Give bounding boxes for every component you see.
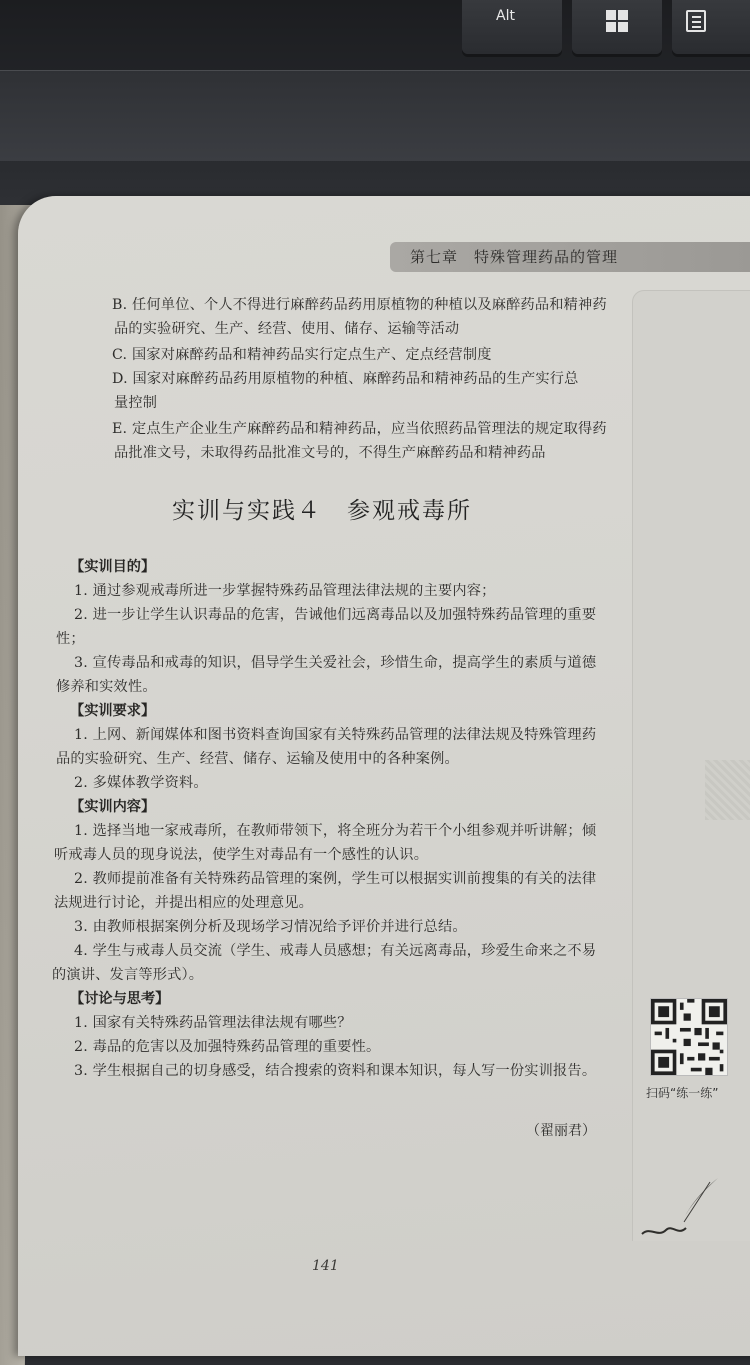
author-credit: （翟丽君）	[526, 1123, 596, 1139]
content-line: 听戒毒人员的现身说法，使学生对毒品有一个感性的认识。	[54, 847, 429, 863]
windows-icon	[606, 10, 628, 32]
qr-code[interactable]	[650, 998, 728, 1076]
content-line: 的演讲、发言等形式）。	[52, 967, 204, 983]
requirements-heading: 【实训要求】	[70, 703, 156, 719]
content-line: 3. 由教师根据案例分析及现场学习情况给予评价并进行总结。	[74, 919, 467, 935]
requirements-line: 品的实验研究、生产、经营、储存、运输及使用中的各种案例。	[56, 751, 459, 767]
keyboard	[0, 0, 750, 220]
option-d: D. 国家对麻醉药品药用原植物的种植、麻醉药品和精神药品的生产实行总	[112, 371, 579, 387]
menu-key-icon	[686, 10, 706, 32]
goal-line: 修养和实效性。	[56, 679, 157, 695]
chapter-title: 第七章 特殊管理药品的管理	[410, 248, 619, 266]
page-number: 141	[312, 1258, 339, 1274]
content-line: 1. 选择当地一家戒毒所，在教师带领下，将全班分为若干个小组参观并听讲解；倾	[74, 823, 597, 839]
discussion-heading: 【讨论与思考】	[70, 991, 170, 1007]
discussion-line: 2. 毒品的危害以及加强特殊药品管理的重要性。	[74, 1039, 381, 1055]
content-heading: 【实训内容】	[70, 799, 156, 815]
goal-line: 3. 宣传毒品和戒毒的知识，倡导学生关爱社会，珍惜生命，提高学生的素质与道德	[74, 655, 597, 671]
alt-key-label: Alt	[496, 8, 515, 24]
content-line: 2. 教师提前准备有关特殊药品管理的案例，学生可以根据实训前搜集的有关的法律	[74, 871, 597, 887]
quill-icon	[640, 1172, 730, 1242]
option-b: B. 任何单位、个人不得进行麻醉药品药用原植物的种植以及麻醉药品和精神药	[112, 297, 607, 313]
goal-line: 性；	[56, 631, 85, 647]
content-line: 4. 学生与戒毒人员交流（学生、戒毒人员感想；有关远离毒品，珍爱生命来之不易	[74, 943, 597, 959]
qr-caption: 扫码“练一练”	[646, 1086, 719, 1100]
menu-key[interactable]	[672, 0, 750, 54]
option-e: E. 定点生产企业生产麻醉药品和精神药品，应当依照药品管理法的规定取得药	[112, 421, 607, 437]
goal-line: 2. 进一步让学生认识毒品的危害，告诫他们远离毒品以及加强特殊药品管理的重要	[74, 607, 597, 623]
option-d-cont: 量控制	[114, 395, 158, 411]
option-e-cont: 品批准文号，未取得药品批准文号的，不得生产麻醉药品和精神药品	[114, 445, 546, 461]
laptop-edge	[0, 70, 750, 161]
discussion-line: 3. 学生根据自己的切身感受，结合搜索的资料和课本知识，每人写一份实训报告。	[74, 1063, 597, 1079]
qr-code-icon	[651, 999, 727, 1075]
goal-heading: 【实训目的】	[70, 559, 156, 575]
requirements-line: 2. 多媒体教学资料。	[74, 775, 208, 791]
option-c: C. 国家对麻醉药品和精神药品实行定点生产、定点经营制度	[112, 347, 492, 363]
bleed-through-qr	[705, 760, 750, 820]
option-b-cont: 品的实验研究、生产、经营、使用、储存、运输等活动	[114, 321, 460, 337]
section-title: 实训与实践４ 参观戒毒所	[172, 498, 472, 524]
discussion-line: 1. 国家有关特殊药品管理法律法规有哪些？	[74, 1015, 352, 1031]
requirements-line: 1. 上网、新闻媒体和图书资料查询国家有关特殊药品管理的法律法规及特殊管理药	[74, 727, 597, 743]
goal-line: 1. 通过参观戒毒所进一步掌握特殊药品管理法律法规的主要内容；	[74, 583, 496, 599]
content-line: 法规进行讨论，并提出相应的处理意见。	[54, 895, 313, 911]
